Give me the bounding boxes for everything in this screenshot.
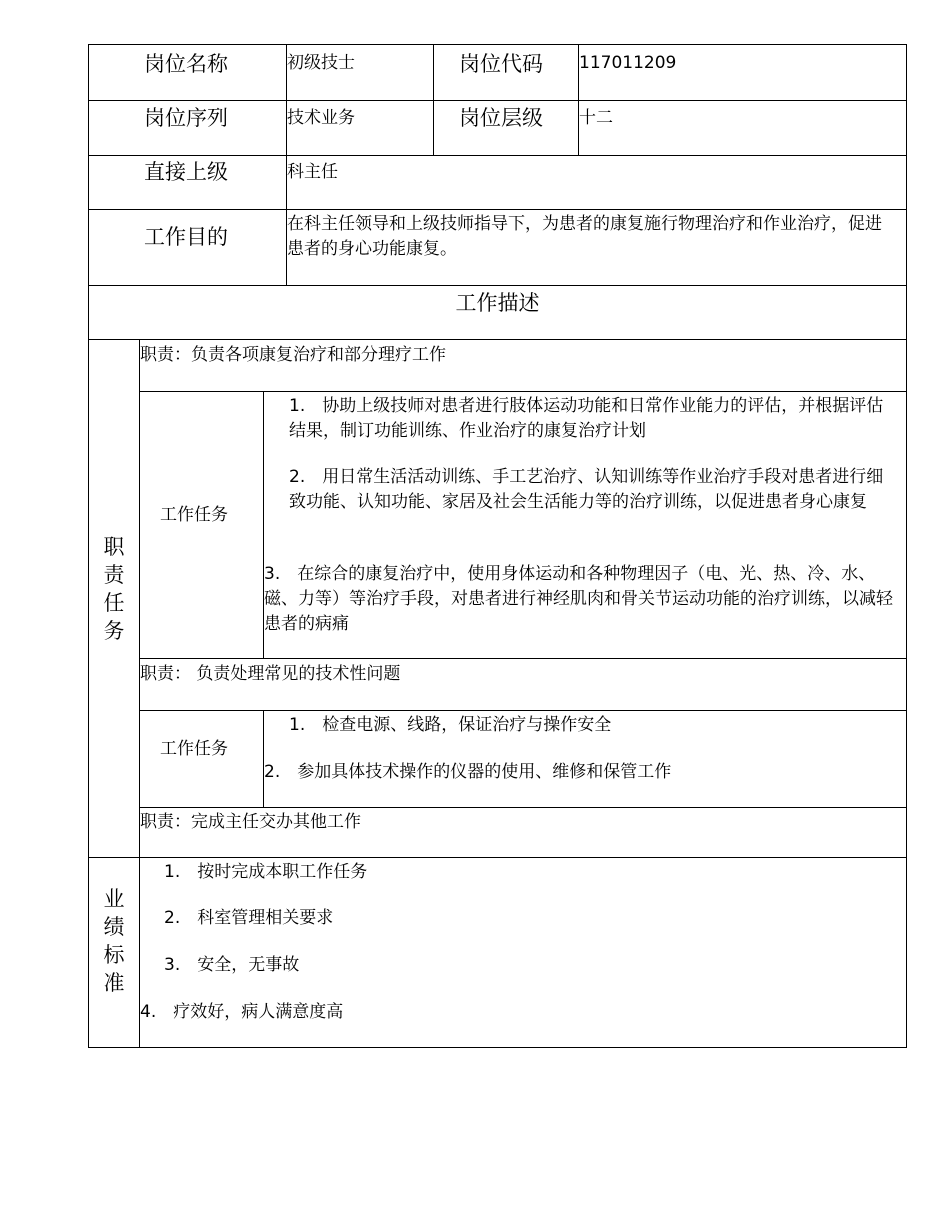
position-series-value: 技术业务 — [287, 108, 355, 128]
performance-item: 2. 科室管理相关要求 — [164, 908, 334, 928]
table-border-top — [88, 44, 907, 45]
task-item: 2. 参加具体技术操作的仪器的使用、维修和保管工作 — [264, 762, 672, 782]
position-series-label: 岗位序列 — [144, 106, 228, 130]
section-label-char: 务 — [103, 619, 125, 643]
section-label-char: 业 — [103, 887, 125, 911]
task-label: 工作任务 — [160, 739, 228, 759]
duty-heading: 职责：完成主任交办其他工作 — [140, 812, 361, 832]
row-divider — [88, 285, 907, 286]
col-divider — [263, 710, 264, 807]
section-label-char: 职 — [103, 535, 125, 559]
performance-item: 4. 疗效好，病人满意度高 — [140, 1002, 344, 1022]
row-divider — [139, 807, 907, 808]
table-border-right — [906, 44, 907, 1048]
section-label-char: 责 — [103, 563, 125, 587]
row-divider — [139, 710, 907, 711]
row-divider — [88, 209, 907, 210]
section-label-char: 准 — [103, 971, 125, 995]
position-name-label: 岗位名称 — [144, 52, 228, 76]
job-description-title: 工作描述 — [455, 291, 540, 315]
position-name-value: 初级技士 — [287, 53, 355, 73]
section-label-char: 任 — [103, 591, 125, 615]
task-label: 工作任务 — [160, 505, 228, 525]
task-item: 1. 协助上级技师对患者进行肢体运动功能和日常作业能力的评估，并根据评估结果，制订功能训练、作业治疗的康复治疗计划 — [289, 396, 884, 441]
position-level-label: 岗位层级 — [459, 106, 543, 130]
row-divider — [88, 155, 907, 156]
task-item: 1. 检查电源、线路，保证治疗与操作安全 — [289, 715, 612, 735]
performance-item: 3. 安全，无事故 — [164, 955, 300, 975]
performance-section-label — [96, 885, 132, 997]
task-item: 2. 用日常生活活动训练、手工艺治疗、认知训练等作业治疗手段对患者进行细致功能、认知功能、家居及社会生活能力等的治疗训练，以促进患者身心康复 — [289, 467, 884, 512]
duty-heading: 职责： 负责处理常见的技术性问题 — [140, 664, 401, 684]
row-divider — [88, 857, 907, 858]
position-level-value: 十二 — [579, 108, 613, 128]
position-code-value: 117011209 — [579, 53, 677, 73]
objective-value: 在科主任领导和上级技师指导下，为患者的康复施行物理治疗和作业治疗，促进患者的身心功能康复。 — [287, 214, 882, 259]
section-label-char: 标 — [103, 943, 125, 967]
supervisor-label: 直接上级 — [144, 160, 228, 184]
row-divider — [139, 391, 907, 392]
col-divider — [433, 44, 434, 155]
task-item: 3. 在综合的康复治疗中，使用身体运动和各种物理因子（电、光、热、冷、水、磁、力等）等治疗手段，对患者进行神经肌肉和骨关节运动功能的治疗训练，以减轻患者的病痛 — [264, 564, 893, 634]
row-divider — [139, 658, 907, 659]
performance-item: 1. 按时完成本职工作任务 — [164, 862, 368, 882]
table-border-left — [88, 44, 89, 1048]
objective-label: 工作目的 — [144, 225, 228, 249]
position-code-label: 岗位代码 — [459, 52, 543, 76]
supervisor-value: 科主任 — [287, 162, 338, 182]
col-divider — [139, 339, 140, 1048]
duty-heading: 职责：负责各项康复治疗和部分理疗工作 — [140, 345, 446, 365]
row-divider — [88, 100, 907, 101]
row-divider — [88, 339, 907, 340]
duties-section-label — [96, 533, 132, 645]
table-border-bottom — [88, 1047, 907, 1048]
section-label-char: 绩 — [103, 915, 125, 939]
